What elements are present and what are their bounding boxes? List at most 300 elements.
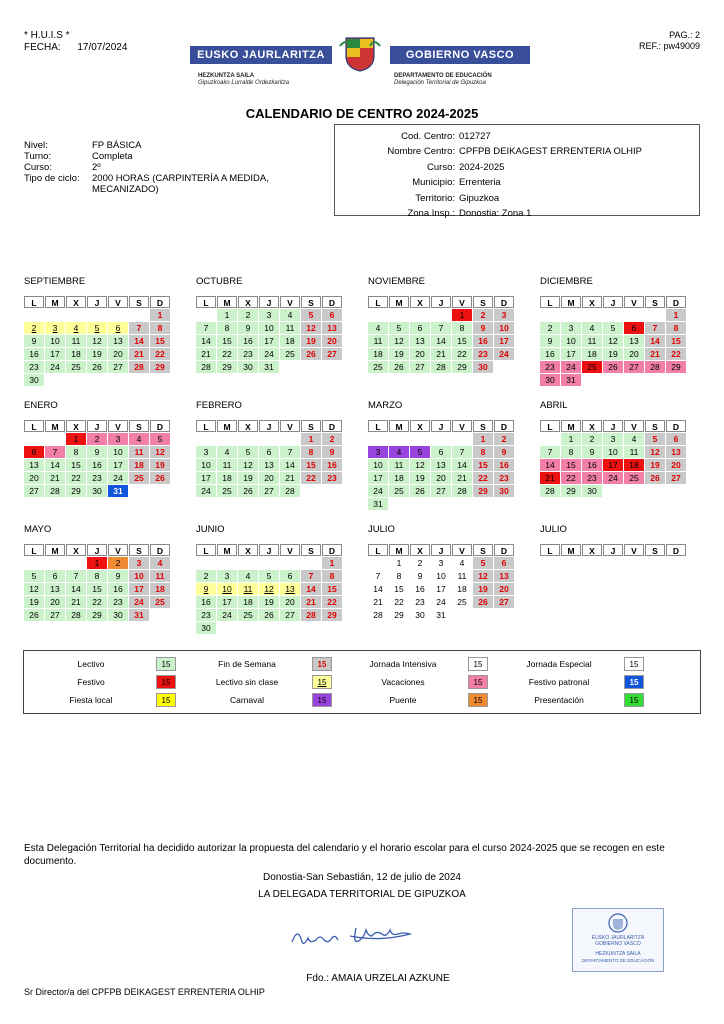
day-cell: 12 [301, 322, 321, 334]
day-cell: 9 [24, 335, 44, 347]
info-row [335, 206, 699, 221]
weekday-header: V [624, 544, 644, 556]
day-cell: 14 [540, 459, 560, 471]
day-cell: 8 [150, 322, 170, 334]
day-cell: 17 [603, 459, 623, 471]
day-cell: 13 [494, 570, 514, 582]
day-cell: 10 [561, 335, 581, 347]
weekday-header: L [368, 296, 388, 308]
day-cell: 6 [108, 322, 128, 334]
day-cell: 18 [238, 596, 258, 608]
weekday-header: S [301, 296, 321, 308]
weekday-header: D [322, 296, 342, 308]
day-cell: 18 [150, 583, 170, 595]
day-cell: 22 [473, 472, 493, 484]
day-cell: 14 [301, 583, 321, 595]
month-grid [540, 420, 686, 497]
day-cell: 30 [540, 374, 560, 386]
month-grid [540, 544, 686, 556]
day-cell: 11 [624, 446, 644, 458]
day-cell: 29 [473, 485, 493, 497]
day-cell: 22 [394, 597, 404, 607]
month-name: SEPTIEMBRE [24, 276, 86, 287]
month-calendar [540, 524, 686, 556]
logo-left-subtitle [198, 73, 289, 87]
day-cell: 8 [473, 446, 493, 458]
month-grid [24, 544, 170, 621]
weekday-header: X [410, 420, 430, 432]
day-cell: 20 [431, 472, 451, 484]
weekday-header: V [280, 544, 300, 556]
day-cell: 26 [259, 609, 279, 621]
day-cell: 7 [452, 446, 472, 458]
legend-swatch: 15 [156, 675, 176, 689]
day-cell: 29 [452, 361, 472, 373]
day-cell: 31 [368, 498, 388, 510]
day-cell: 30 [415, 610, 425, 620]
day-cell: 26 [301, 348, 321, 360]
day-cell: 15 [452, 335, 472, 347]
month-calendar [540, 400, 686, 497]
legend-label: Lectivo sin clase [215, 677, 279, 687]
day-cell: 17 [436, 584, 446, 594]
day-cell: 24 [108, 472, 128, 484]
day-cell: 31 [436, 610, 446, 620]
empty-cell [45, 309, 65, 321]
day-cell: 22 [87, 596, 107, 608]
stamp-line3: HEZKUNTZA SAILA [595, 951, 641, 957]
empty-cell [431, 309, 451, 321]
logo-left-sub1: HEZKUNTZA SAILA [198, 73, 255, 79]
day-cell: 15 [150, 335, 170, 347]
month-calendar [196, 400, 342, 497]
day-cell: 1 [301, 433, 321, 445]
day-cell: 10 [108, 446, 128, 458]
weekday-header: D [666, 296, 686, 308]
day-cell: 4 [389, 446, 409, 458]
day-cell: 2 [196, 570, 216, 582]
weekday-header: M [45, 420, 65, 432]
day-cell: 13 [108, 335, 128, 347]
day-cell: 24 [45, 361, 65, 373]
day-cell: 31 [129, 609, 149, 621]
day-cell: 2 [582, 433, 602, 445]
day-cell: 1 [666, 309, 686, 321]
weekday-header: M [217, 420, 237, 432]
day-cell: 28 [45, 485, 65, 497]
empty-cell [540, 309, 560, 321]
month-calendar [368, 400, 514, 510]
day-cell: 22 [150, 348, 170, 360]
day-cell: 4 [150, 557, 170, 569]
weekday-header: L [540, 296, 560, 308]
weekday-header: S [645, 420, 665, 432]
day-cell: 7 [196, 322, 216, 334]
day-cell: 27 [108, 361, 128, 373]
day-cell: 20 [624, 348, 644, 360]
empty-cell [389, 309, 409, 321]
day-cell: 22 [561, 472, 581, 484]
legend-label: Jornada Especial [526, 659, 592, 669]
day-cell: 17 [259, 335, 279, 347]
weekday-header: D [322, 544, 342, 556]
day-cell: 26 [645, 472, 665, 484]
day-cell: 4 [217, 446, 237, 458]
month-calendar [24, 524, 170, 621]
day-cell: 1 [473, 433, 493, 445]
day-cell: 19 [24, 596, 44, 608]
day-cell: 8 [301, 446, 321, 458]
day-cell: 8 [322, 570, 342, 582]
weekday-header: V [624, 296, 644, 308]
day-cell: 22 [301, 472, 321, 484]
legend-swatch: 15 [312, 675, 332, 689]
weekday-header: V [280, 420, 300, 432]
day-cell: 30 [108, 609, 128, 621]
day-cell: 3 [129, 557, 149, 569]
nivel-value: FP BÁSICA [92, 140, 142, 151]
day-cell: 26 [603, 361, 623, 373]
weekday-header: M [561, 544, 581, 556]
month-grid [540, 296, 686, 386]
day-cell: 1 [322, 557, 342, 569]
day-cell: 26 [87, 361, 107, 373]
day-cell: 12 [150, 446, 170, 458]
weekday-header: L [196, 544, 216, 556]
day-cell: 3 [108, 433, 128, 445]
recipient: Sr Director/a del CPFPB DEIKAGEST ERRENTERIA OLHIP [24, 987, 265, 997]
day-cell: 4 [280, 309, 300, 321]
day-cell: 25 [389, 485, 409, 497]
day-cell: 16 [196, 596, 216, 608]
weekday-header: S [473, 296, 493, 308]
day-cell: 2 [322, 433, 342, 445]
day-cell: 20 [24, 472, 44, 484]
day-cell: 10 [196, 459, 216, 471]
day-cell: 2 [87, 433, 107, 445]
empty-cell [368, 557, 388, 569]
day-cell: 5 [603, 322, 623, 334]
info-row [335, 129, 699, 144]
day-cell: 5 [645, 433, 665, 445]
legend-swatch: 15 [468, 693, 488, 707]
day-cell: 11 [389, 459, 409, 471]
day-cell: 22 [217, 348, 237, 360]
signed-by: Fdo.: AMAIA URZELAI AZKUNE [306, 973, 450, 984]
day-cell: 15 [322, 583, 342, 595]
info-key: Nombre Centro: [387, 146, 455, 158]
info-key: Zona Insp.: [407, 208, 455, 220]
day-cell: 20 [410, 348, 430, 360]
legend-label: Lectivo [77, 659, 105, 669]
empty-cell [217, 557, 237, 569]
day-cell: 12 [389, 335, 409, 347]
weekday-header: M [45, 296, 65, 308]
day-cell: 9 [540, 335, 560, 347]
month-grid [368, 544, 514, 621]
day-cell: 6 [410, 322, 430, 334]
day-cell: 27 [494, 596, 514, 608]
day-cell: 5 [410, 446, 430, 458]
info-row [335, 175, 699, 190]
month-name: ENERO [24, 400, 58, 411]
day-cell: 3 [259, 309, 279, 321]
day-cell: 8 [561, 446, 581, 458]
day-cell: 29 [394, 610, 404, 620]
month-calendar [368, 524, 514, 621]
day-cell: 11 [129, 446, 149, 458]
day-cell: 23 [494, 472, 514, 484]
legend-label: Puente [389, 695, 417, 705]
day-cell: 10 [494, 322, 514, 334]
weekday-header: S [129, 420, 149, 432]
day-cell: 1 [87, 557, 107, 569]
empty-cell [196, 309, 216, 321]
day-cell: 24 [368, 485, 388, 497]
day-cell: 11 [582, 335, 602, 347]
weekday-header: J [431, 544, 451, 556]
day-cell: 19 [410, 472, 430, 484]
curso-label: Curso: [24, 162, 52, 173]
day-cell: 3 [561, 322, 581, 334]
page-title: CALENDARIO DE CENTRO 2024-2025 [245, 106, 479, 121]
day-cell: 7 [431, 322, 451, 334]
day-cell: 14 [45, 459, 65, 471]
day-cell: 17 [368, 472, 388, 484]
day-cell: 8 [217, 322, 237, 334]
turno-label: Turno: [24, 151, 52, 162]
government-logo [190, 36, 530, 96]
empty-cell [582, 309, 602, 321]
weekday-header: D [666, 544, 686, 556]
day-cell: 10 [45, 335, 65, 347]
info-value: CPFPB DEIKAGEST ERRENTERIA OLHIP [459, 146, 643, 158]
legend-swatch: 15 [624, 657, 644, 671]
day-cell: 25 [129, 472, 149, 484]
day-cell: 18 [582, 348, 602, 360]
day-cell: 23 [196, 609, 216, 621]
empty-cell [410, 433, 430, 445]
day-cell: 2 [540, 322, 560, 334]
info-value: Donostia: Zona 1 [459, 208, 532, 220]
weekday-header: V [452, 420, 472, 432]
empty-cell [368, 433, 388, 445]
weekday-header: J [431, 296, 451, 308]
day-cell: 5 [238, 446, 258, 458]
legend-label: Carnaval [229, 695, 265, 705]
course-info [24, 140, 282, 195]
day-cell: 21 [280, 472, 300, 484]
day-cell: 18 [368, 348, 388, 360]
day-cell: 26 [150, 472, 170, 484]
day-cell: 16 [415, 584, 425, 594]
month-name: DICIEMBRE [540, 276, 593, 287]
month-calendar [368, 276, 514, 373]
day-cell: 26 [238, 485, 258, 497]
day-cell: 13 [666, 446, 686, 458]
day-cell: 21 [196, 348, 216, 360]
weekday-header: L [24, 544, 44, 556]
info-value: Gipuzkoa [459, 192, 500, 204]
day-cell: 20 [322, 335, 342, 347]
weekday-header: D [150, 420, 170, 432]
day-cell: 27 [624, 361, 644, 373]
day-cell: 1 [217, 309, 237, 321]
day-cell: 16 [24, 348, 44, 360]
day-cell: 4 [129, 433, 149, 445]
day-cell: 29 [87, 609, 107, 621]
month-calendar [196, 524, 342, 634]
day-cell: 19 [150, 459, 170, 471]
empty-cell [452, 433, 472, 445]
weekday-header: X [66, 544, 86, 556]
day-cell: 18 [129, 459, 149, 471]
day-cell: 6 [624, 322, 644, 334]
day-cell: 23 [473, 348, 493, 360]
day-cell: 15 [473, 459, 493, 471]
official-stamp [572, 908, 664, 972]
day-cell: 24 [196, 485, 216, 497]
day-cell: 18 [280, 335, 300, 347]
day-cell: 10 [368, 459, 388, 471]
day-cell: 6 [494, 557, 514, 569]
curso-value: 2º [92, 162, 101, 173]
day-cell: 24 [259, 348, 279, 360]
day-cell: 17 [561, 348, 581, 360]
day-cell: 8 [396, 571, 402, 581]
empty-cell [540, 433, 560, 445]
legend-label: Jornada Intensiva [369, 659, 437, 669]
day-cell: 30 [24, 374, 44, 386]
day-cell: 12 [238, 459, 258, 471]
day-cell: 26 [24, 609, 44, 621]
day-cell: 29 [322, 609, 342, 621]
day-cell: 16 [473, 335, 493, 347]
page-number: PAG.: 2 [669, 30, 700, 40]
day-cell: 24 [494, 348, 514, 360]
day-cell: 17 [196, 472, 216, 484]
huis-label: * H.U.I.S * [24, 30, 70, 41]
day-cell: 5 [473, 557, 493, 569]
day-cell: 2 [473, 309, 493, 321]
day-cell: 6 [322, 309, 342, 321]
day-cell: 29 [217, 361, 237, 373]
day-cell: 25 [217, 485, 237, 497]
fecha-row [24, 42, 127, 54]
day-cell: 22 [666, 348, 686, 360]
day-cell: 17 [45, 348, 65, 360]
weekday-header: L [24, 296, 44, 308]
day-cell: 5 [259, 570, 279, 582]
day-cell: 19 [87, 348, 107, 360]
day-cell: 12 [24, 583, 44, 595]
day-cell: 20 [108, 348, 128, 360]
month-grid [196, 420, 342, 497]
day-cell: 28 [280, 485, 300, 497]
stamp-line2: GOBIERNO VASCO [595, 941, 641, 947]
info-row [335, 160, 699, 175]
day-cell: 21 [66, 596, 86, 608]
day-cell: 22 [322, 596, 342, 608]
day-cell: 6 [45, 570, 65, 582]
day-cell: 28 [301, 609, 321, 621]
day-cell: 14 [196, 335, 216, 347]
day-cell: 8 [452, 322, 472, 334]
day-cell: 30 [238, 361, 258, 373]
weekday-header: D [150, 544, 170, 556]
day-cell: 13 [259, 459, 279, 471]
day-cell: 30 [87, 485, 107, 497]
day-cell: 2 [238, 309, 258, 321]
empty-cell [87, 309, 107, 321]
logo-right-sub1: DEPARTAMENTO DE EDUCACIÓN [394, 73, 492, 79]
header-left [24, 30, 127, 54]
empty-cell [645, 309, 665, 321]
day-cell: 2 [24, 322, 44, 334]
day-cell: 4 [582, 322, 602, 334]
stamp-line4: DEPARTAMENTO DE EDUCACIÓN [581, 958, 655, 963]
weekday-header: X [582, 296, 602, 308]
empty-cell [238, 557, 258, 569]
empty-cell [66, 309, 86, 321]
weekday-header: L [540, 420, 560, 432]
day-cell: 11 [280, 322, 300, 334]
weekday-header: S [473, 420, 493, 432]
weekday-header: L [540, 544, 560, 556]
day-cell: 23 [87, 472, 107, 484]
weekday-header: J [259, 296, 279, 308]
weekday-header: V [280, 296, 300, 308]
month-grid [24, 296, 170, 386]
day-cell: 22 [66, 472, 86, 484]
weekday-header: D [150, 296, 170, 308]
day-cell: 21 [301, 596, 321, 608]
month-calendar [24, 276, 170, 386]
month-grid [196, 296, 342, 373]
day-cell: 9 [473, 322, 493, 334]
weekday-header: D [494, 420, 514, 432]
day-cell: 1 [66, 433, 86, 445]
weekday-header: S [645, 296, 665, 308]
stamp-line1: EUSKO JAURLARITZA [591, 935, 645, 941]
day-cell: 28 [431, 361, 451, 373]
day-cell: 16 [238, 335, 258, 347]
weekday-header: L [24, 420, 44, 432]
month-name: JUNIO [196, 524, 225, 535]
day-cell: 31 [259, 361, 279, 373]
day-cell: 30 [196, 622, 216, 634]
empty-cell [280, 433, 300, 445]
day-cell: 25 [66, 361, 86, 373]
day-cell: 23 [238, 348, 258, 360]
day-cell: 17 [217, 596, 237, 608]
weekday-header: L [196, 296, 216, 308]
day-cell: 17 [494, 335, 514, 347]
day-cell: 3 [217, 570, 237, 582]
weekday-header: X [410, 296, 430, 308]
weekday-header: S [645, 544, 665, 556]
day-cell: 26 [473, 596, 493, 608]
empty-cell [259, 557, 279, 569]
day-cell: 15 [301, 459, 321, 471]
authorization-text: Esta Delegación Territorial ha decidido autorizar la propuesta del calendario y el horario escolar para el curso 2024-2025 que se recogen en este documento. [24, 843, 665, 867]
day-cell: 6 [666, 433, 686, 445]
empty-cell [410, 309, 430, 321]
day-cell: 14 [373, 584, 383, 594]
center-info-box [334, 124, 700, 220]
empty-cell [45, 557, 65, 569]
nivel-label: Nivel: [24, 140, 48, 151]
